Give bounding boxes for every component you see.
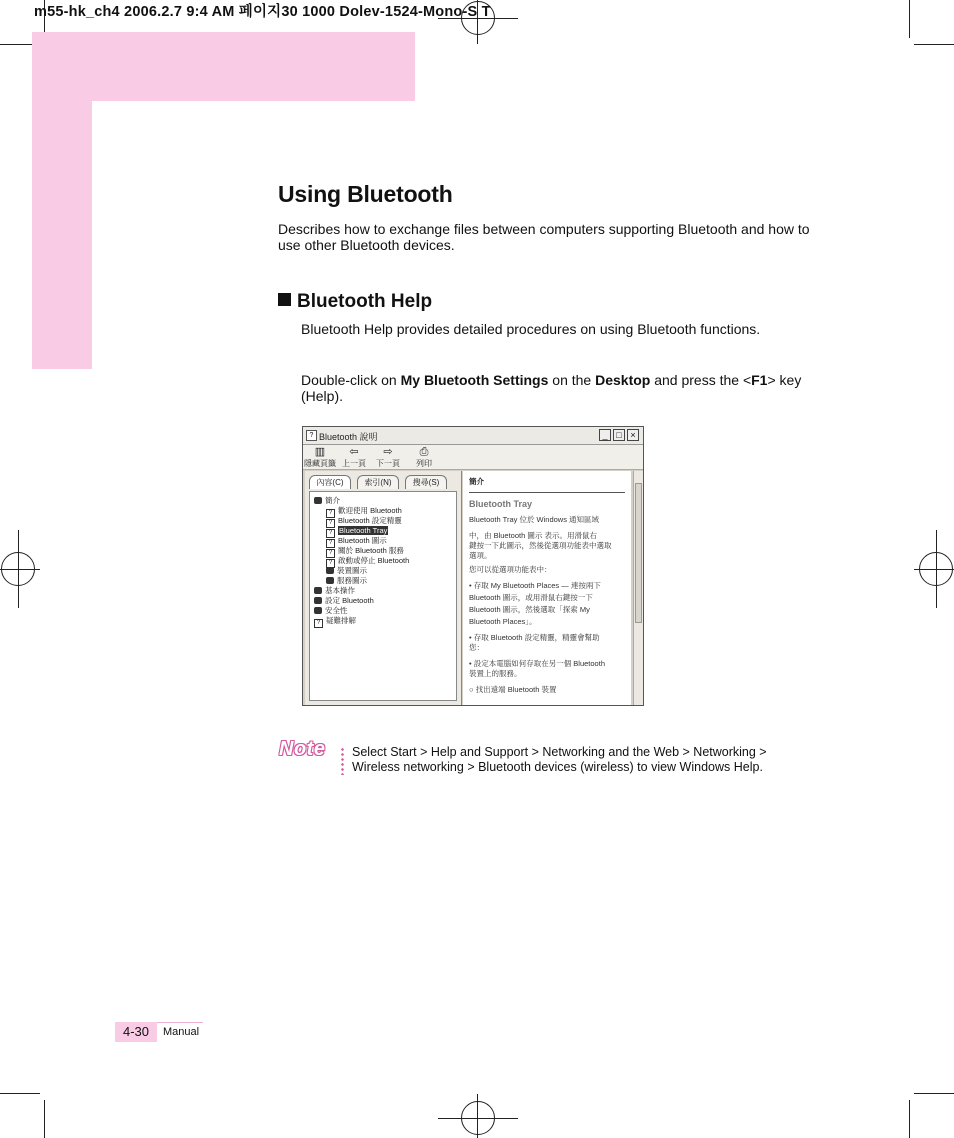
crop-mark-bl-h — [0, 1093, 40, 1094]
close-button[interactable]: × — [627, 429, 639, 441]
topic-crumb-rule — [469, 492, 625, 493]
tree-item-label: 基本操作 — [325, 586, 355, 595]
help-topic-icon: ? — [326, 529, 335, 538]
back-button[interactable] — [337, 446, 371, 469]
help-topic-icon: ? — [326, 519, 335, 528]
help-icon: ? — [306, 430, 317, 441]
contents-tree — [309, 491, 457, 701]
book-icon — [314, 497, 322, 504]
topic-line: • 存取 My Bluetooth Places — 連按兩下 — [469, 581, 601, 590]
footer-rule — [157, 1022, 203, 1023]
book-icon — [326, 577, 334, 584]
hide-tabs-button[interactable] — [303, 446, 337, 469]
tab-contents[interactable]: 內容(C) — [309, 475, 351, 489]
topic-crumb: 簡介 — [469, 477, 484, 486]
tab-index[interactable]: 索引(N) — [357, 475, 399, 489]
navigation-pane — [305, 471, 462, 705]
tree-item-label: 疑難排解 — [326, 616, 356, 625]
topic-heading: Bluetooth Tray — [469, 499, 533, 509]
note-line-1: Select Start > Help and Support > Networking and the Web > Networking > — [352, 745, 767, 759]
bluetooth-help-window — [302, 426, 644, 706]
topic-line: Bluetooth 圖示，或用滑鼠右鍵按一下 — [469, 593, 593, 602]
registration-mark-left-h — [0, 569, 40, 570]
topic-line: Bluetooth Tray 位於 Windows 通知區域 — [469, 515, 600, 524]
help-topic-icon: ? — [326, 549, 335, 558]
instruction-text — [301, 372, 801, 404]
tree-item-label: 裝置圖示 — [337, 566, 367, 575]
print-slug: m55-hk_ch4 2006.2.7 9:4 AM 페이지30 1000 Dolev-1524-Mono-S T — [34, 4, 491, 20]
registration-mark-left-v — [18, 530, 19, 608]
instr-post2: > key — [767, 372, 802, 388]
topic-line: 鍵按一下此圖示，然後從選項功能表中選取 — [469, 541, 612, 550]
intro-line-2: use other Bluetooth devices. — [278, 237, 455, 253]
printer-icon: ⎙ — [419, 446, 429, 458]
print-label: 列印 — [416, 459, 432, 468]
back-arrow-icon: ⇦ — [349, 446, 359, 458]
help-topic-icon: ? — [326, 509, 335, 518]
crop-mark-tr-v — [909, 0, 910, 38]
section-description: Bluetooth Help provides detailed procedures on using Bluetooth functions. — [301, 321, 761, 337]
topic-pane — [463, 471, 631, 705]
topic-line: • 存取 Bluetooth 設定精靈，精靈會幫助 — [469, 633, 600, 642]
topic-line: 選項。 — [469, 551, 492, 560]
instr-pre: Double-click on — [301, 372, 401, 388]
forward-label: 下一頁 — [376, 459, 400, 468]
window-titlebar — [303, 427, 643, 445]
book-icon — [314, 587, 322, 594]
minimize-button[interactable]: _ — [599, 429, 611, 441]
tree-item-label: Bluetooth 圖示 — [338, 536, 387, 545]
tree-item[interactable] — [326, 566, 367, 576]
crop-mark-br-h — [914, 1093, 954, 1094]
tree-item-label: 服務圖示 — [337, 576, 367, 585]
instr-line-2: (Help). — [301, 388, 344, 404]
topic-line: 裝置上的服務。 — [469, 669, 522, 678]
topic-line: 您： — [469, 643, 484, 652]
crop-mark-bl-v — [44, 1100, 45, 1138]
tree-item[interactable] — [326, 556, 409, 566]
hide-tabs-label: 隱藏頁籤 — [304, 459, 336, 468]
tree-item[interactable] — [326, 536, 387, 546]
instr-f1: F1 — [751, 372, 768, 388]
tree-item-label: 設定 Bluetooth — [325, 596, 374, 605]
forward-button[interactable] — [371, 446, 405, 469]
registration-mark-right-v — [936, 530, 937, 608]
back-label: 上一頁 — [342, 459, 366, 468]
topic-line: ○ 找出遠端 Bluetooth 裝置 — [469, 685, 557, 694]
tree-item[interactable] — [314, 596, 374, 606]
crop-mark-tr-h — [914, 44, 954, 45]
footer-label: Manual — [163, 1026, 200, 1038]
tree-item-label: 歡迎使用 Bluetooth — [338, 506, 402, 515]
tree-item[interactable] — [326, 516, 402, 526]
tree-item-label: 安全性 — [325, 606, 348, 615]
tree-item-label: 簡介 — [325, 496, 340, 505]
scrollbar-thumb[interactable] — [635, 483, 642, 623]
intro-line-1: Describes how to exchange files between computers supporting Bluetooth and how to — [278, 221, 810, 237]
window-toolbar — [303, 445, 643, 470]
instr-desktop: Desktop — [595, 372, 651, 388]
tree-item-label: Bluetooth 設定精靈 — [338, 516, 402, 525]
note-dotted-divider — [341, 747, 344, 775]
page-title: Using Bluetooth — [278, 181, 453, 207]
forward-arrow-icon: ⇨ — [383, 446, 393, 458]
help-topic-icon: ? — [326, 539, 335, 548]
book-icon — [326, 567, 334, 574]
tree-item-label: 關於 Bluetooth 服務 — [338, 546, 404, 555]
section-heading — [278, 291, 432, 313]
instr-post1: and press the < — [650, 372, 752, 388]
note-text — [352, 745, 767, 775]
book-icon — [314, 607, 322, 614]
instr-my-bluetooth-settings: My Bluetooth Settings — [400, 372, 549, 388]
topic-line: • 設定本電腦如何存取在另一個 Bluetooth — [469, 659, 605, 668]
topic-scrollbar[interactable] — [633, 471, 644, 705]
registration-mark-bottom-h — [438, 1118, 518, 1119]
topic-line: Bluetooth Places」。 — [469, 617, 537, 626]
tree-item[interactable] — [314, 496, 340, 506]
section-heading-text: Bluetooth Help — [297, 291, 433, 312]
tree-item[interactable] — [314, 586, 355, 596]
registration-mark-right-h — [914, 569, 954, 570]
print-button[interactable] — [407, 446, 441, 469]
window-title: Bluetooth 說明 — [319, 432, 378, 442]
tree-item-label: Bluetooth Tray — [339, 526, 388, 535]
crop-mark-br-v — [909, 1100, 910, 1138]
topic-line: Bluetooth 圖示，然後選取「探索 My — [469, 605, 590, 614]
tree-item[interactable] — [314, 606, 348, 616]
help-topic-icon: ? — [314, 619, 323, 628]
help-topic-icon: ? — [326, 559, 335, 568]
maximize-button[interactable]: □ — [613, 429, 625, 441]
tree-item[interactable] — [326, 546, 404, 556]
instr-mid: on the — [548, 372, 596, 388]
note-label: Note — [279, 738, 326, 760]
hide-tabs-icon: ▥ — [314, 446, 326, 458]
square-bullet-icon — [278, 293, 291, 306]
page-number: 4-30 — [115, 1022, 157, 1042]
pink-band-left — [32, 32, 92, 369]
tree-item[interactable] — [314, 616, 356, 626]
topic-line: 您可以從選項功能表中： — [469, 565, 552, 574]
tab-search[interactable]: 搜尋(S) — [405, 475, 447, 489]
note-line-2: Wireless networking > Bluetooth devices (wireless) to view Windows Help. — [352, 760, 763, 774]
tree-item-label: 啟動或停止 Bluetooth — [338, 556, 410, 565]
tree-item[interactable] — [326, 576, 367, 586]
tree-item[interactable] — [326, 526, 388, 536]
registration-mark-bottom-v — [477, 1094, 478, 1138]
intro-text — [278, 221, 810, 253]
topic-line: 中，由 Bluetooth 圖示 表示。用滑鼠右 — [469, 531, 597, 540]
book-icon — [314, 597, 322, 604]
tree-item[interactable] — [326, 506, 402, 516]
